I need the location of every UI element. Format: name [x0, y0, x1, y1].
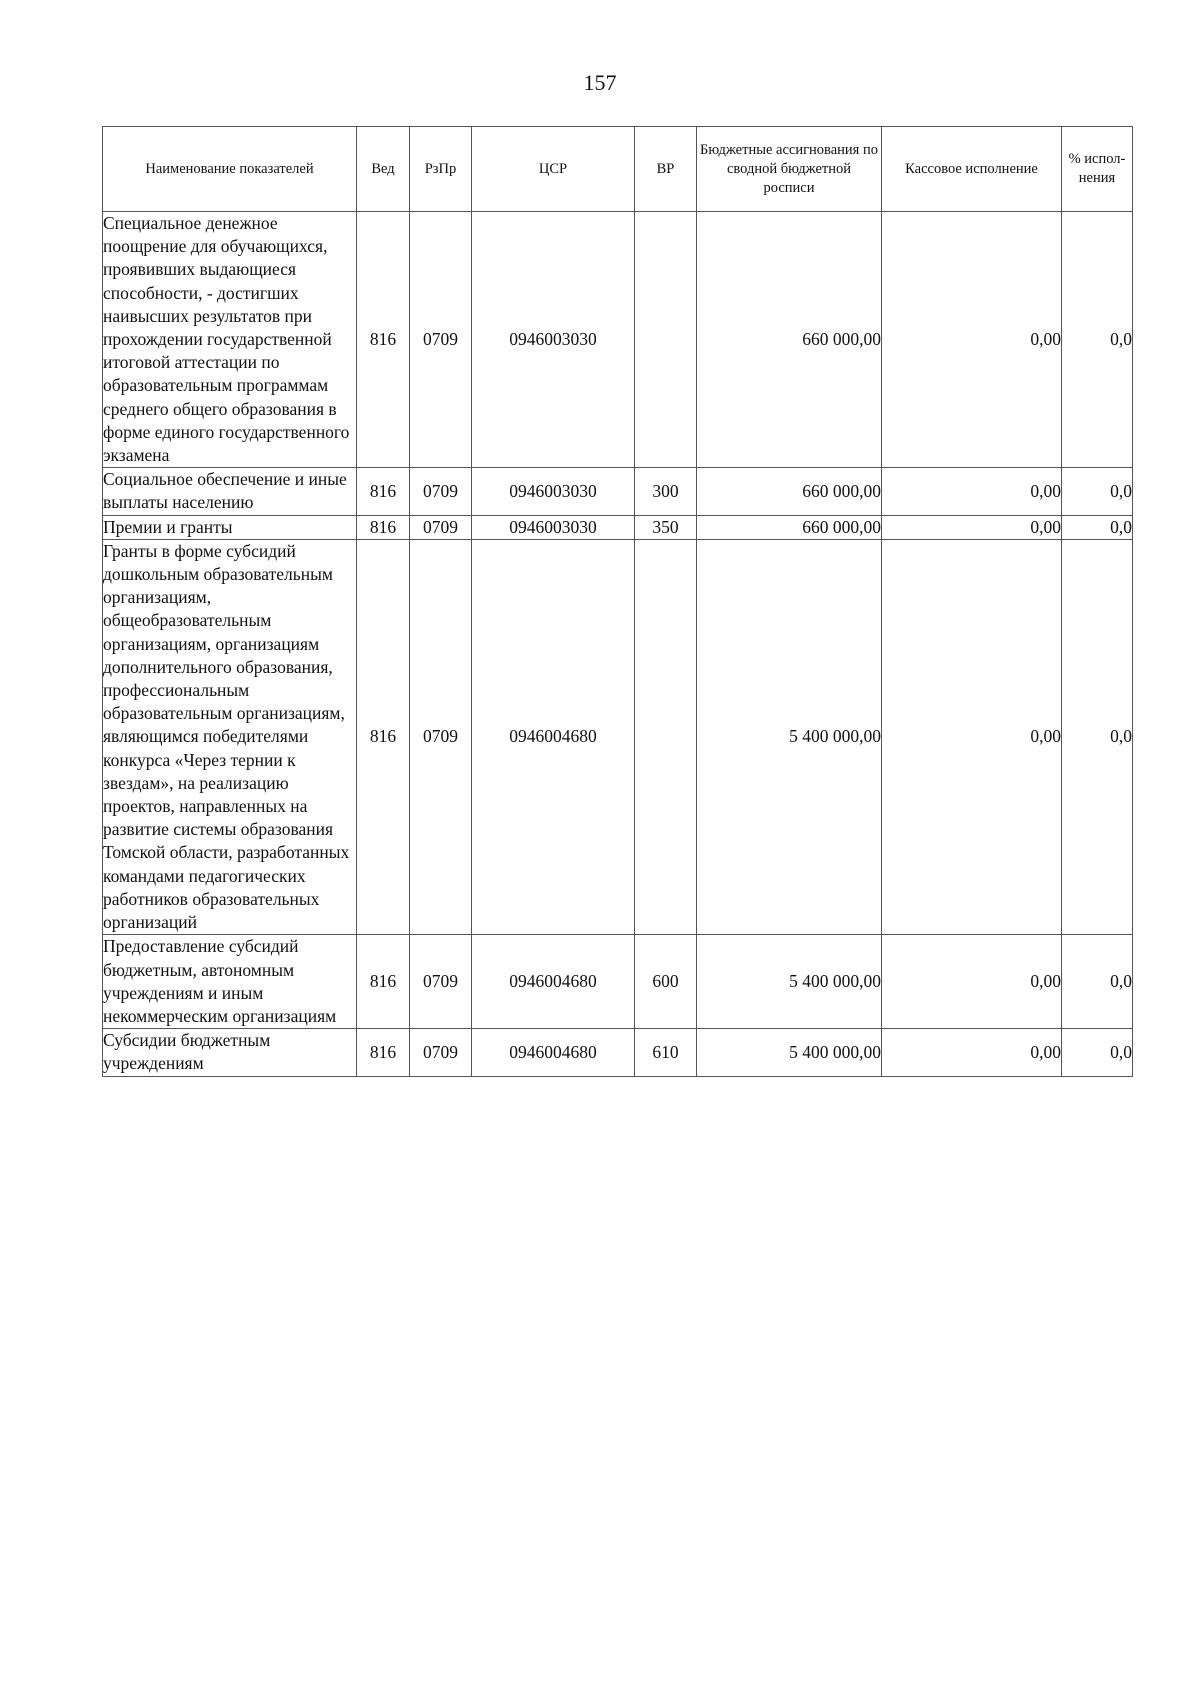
row-cash: 0,00 [882, 515, 1062, 539]
table-row [103, 468, 1133, 515]
row-ved: 816 [357, 515, 410, 539]
row-name: Премии и гранты [103, 515, 357, 539]
header-row [103, 127, 1133, 212]
row-csr: 0946004680 [472, 539, 635, 934]
row-percent: 0,0 [1062, 468, 1133, 515]
row-ved: 816 [357, 468, 410, 515]
table-row [103, 935, 1133, 1029]
row-cash: 0,00 [882, 539, 1062, 934]
row-ved: 816 [357, 935, 410, 1029]
row-cash: 0,00 [882, 935, 1062, 1029]
row-budget: 660 000,00 [697, 468, 882, 515]
row-budget: 660 000,00 [697, 515, 882, 539]
table-row [103, 212, 1133, 468]
row-name: Социальное обеспечение и иные выплаты населению [103, 468, 357, 515]
row-rzpr: 0709 [410, 935, 472, 1029]
header-ved: Вед [357, 127, 410, 212]
header-vr: ВР [635, 127, 697, 212]
row-name: Субсидии бюджетным учреждениям [103, 1029, 357, 1076]
table-row [103, 1029, 1133, 1076]
row-vr: 350 [635, 515, 697, 539]
row-rzpr: 0709 [410, 539, 472, 934]
row-rzpr: 0709 [410, 515, 472, 539]
row-ved: 816 [357, 1029, 410, 1076]
row-rzpr: 0709 [410, 468, 472, 515]
header-rzpr: РзПр [410, 127, 472, 212]
row-percent: 0,0 [1062, 935, 1133, 1029]
row-budget: 5 400 000,00 [697, 1029, 882, 1076]
row-percent: 0,0 [1062, 539, 1133, 934]
row-csr: 0946003030 [472, 212, 635, 468]
row-vr [635, 212, 697, 468]
row-ved: 816 [357, 212, 410, 468]
row-ved: 816 [357, 539, 410, 934]
row-name: Предоставление субсидий бюджетным, автономным учреждениям и иным некоммерческим организациям [103, 935, 357, 1029]
row-vr: 300 [635, 468, 697, 515]
header-csr: ЦСР [472, 127, 635, 212]
row-rzpr: 0709 [410, 212, 472, 468]
row-csr: 0946004680 [472, 935, 635, 1029]
table-row [103, 539, 1133, 934]
row-vr [635, 539, 697, 934]
header-cash: Кассовое исполнение [882, 127, 1062, 212]
row-vr: 600 [635, 935, 697, 1029]
row-vr: 610 [635, 1029, 697, 1076]
row-budget: 5 400 000,00 [697, 539, 882, 934]
row-percent: 0,0 [1062, 1029, 1133, 1076]
row-csr: 0946003030 [472, 515, 635, 539]
row-budget: 5 400 000,00 [697, 935, 882, 1029]
budget-execution-table [102, 126, 1133, 1077]
header-name: Наименование показателей [103, 127, 357, 212]
row-cash: 0,00 [882, 468, 1062, 515]
header-budget: Бюджетные ассигнования по сводной бюджетной росписи [697, 127, 882, 212]
table-row [103, 515, 1133, 539]
row-rzpr: 0709 [410, 1029, 472, 1076]
row-budget: 660 000,00 [697, 212, 882, 468]
row-name: Гранты в форме субсидий дошкольным образовательным организациям, общеобразовательным организациям, организациям дополнительного образования, профессиональным образовательным организациям, являющимся победителями конкурса «Через тернии к звездам», на реализацию проектов, направленных на развитие системы образования Томской области, разработанных командами педагогических работников образовательных организаций [103, 539, 357, 934]
row-csr: 0946004680 [472, 1029, 635, 1076]
row-csr: 0946003030 [472, 468, 635, 515]
row-cash: 0,00 [882, 1029, 1062, 1076]
page-number: 157 [583, 70, 617, 95]
header-percent: % испол-нения [1062, 127, 1133, 212]
row-cash: 0,00 [882, 212, 1062, 468]
row-percent: 0,0 [1062, 515, 1133, 539]
row-percent: 0,0 [1062, 212, 1133, 468]
row-name: Специальное денежное поощрение для обучающихся, проявивших выдающиеся способности, - достигших наивысших результатов при прохождении государственной итоговой аттестации по образовательным программам среднего общего образования в форме единого государственного экзамена [103, 212, 357, 468]
